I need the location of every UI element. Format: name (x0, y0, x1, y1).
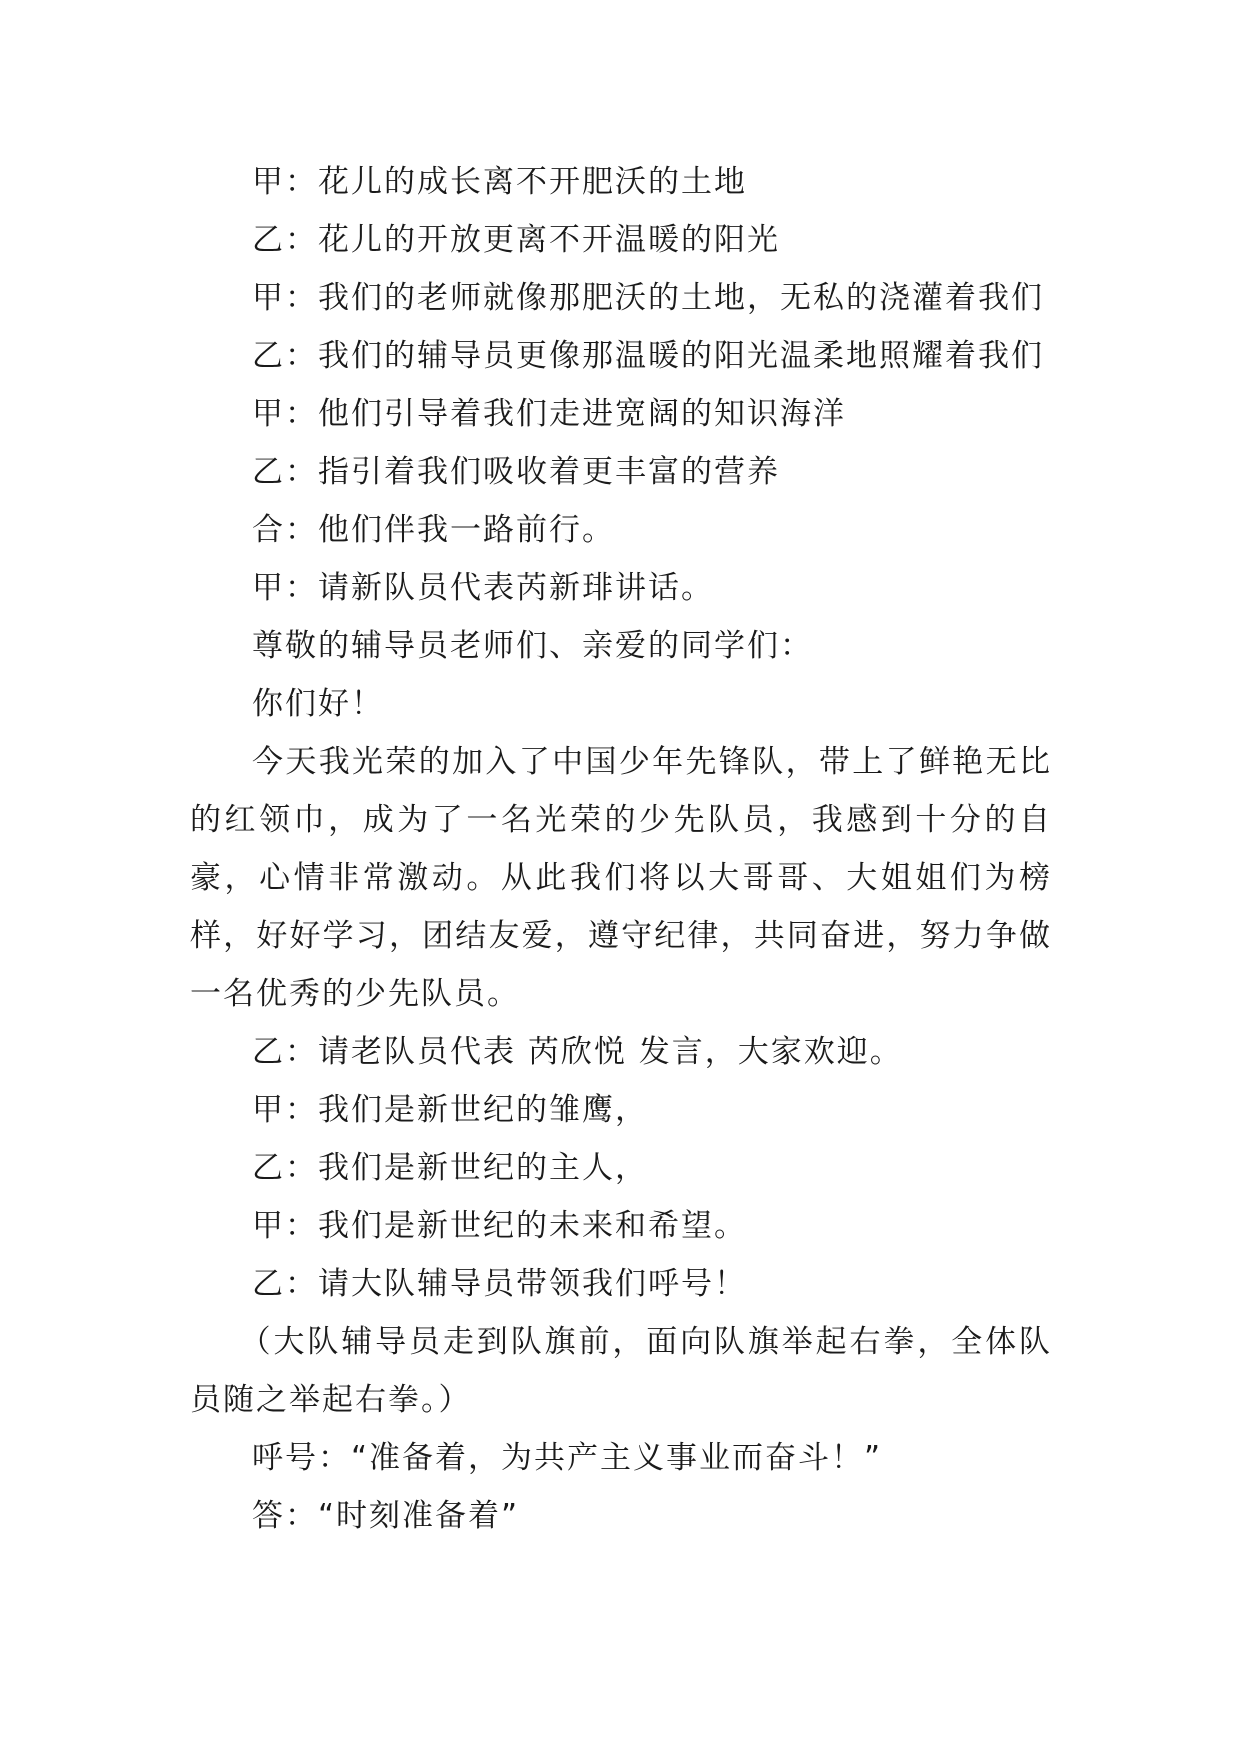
paragraph: 乙：我们是新世纪的主人， (252, 1150, 648, 1186)
document-body (190, 153, 1052, 1545)
paragraph: 合：他们伴我一路前行。 (252, 512, 615, 548)
speech-paragraph: 今天我光荣的加入了中国少年先锋队，带上了鲜艳无比的红领巾，成为了一名光荣的少先队员，我感到十分的自豪，心情非常激动。从此我们将以大哥哥、大姐姐们为榜样，好好学习，团结友爱，遵守纪律，共同奋进，努力争做一名优秀的少先队员。 (190, 744, 1052, 1012)
paragraph: 乙：请大队辅导员带领我们呼号！ (252, 1266, 747, 1302)
paragraph: 答：“时刻准备着” (252, 1498, 520, 1534)
paragraph: 甲：花儿的成长离不开肥沃的土地 (252, 164, 747, 200)
paragraph: 乙：请老队员代表 芮欣悦 发言，大家欢迎。 (252, 1034, 903, 1070)
paragraph: 甲：我们的老师就像那肥沃的土地，无私的浇灌着我们 (252, 280, 1044, 316)
paragraph: 尊敬的辅导员老师们、亲爱的同学们： (252, 628, 813, 664)
paragraph: 你们好！ (252, 686, 384, 722)
paragraph: 呼号：“准备着，为共产主义事业而奋斗！” (252, 1440, 883, 1476)
paragraph: 甲：我们是新世纪的雏鹰， (252, 1092, 648, 1128)
paragraph: 乙：指引着我们吸收着更丰富的营养 (252, 454, 780, 490)
paragraph: 甲：请新队员代表芮新琲讲话。 (252, 570, 714, 606)
paragraph: 乙：花儿的开放更离不开温暖的阳光 (252, 222, 780, 258)
paragraph: 甲：我们是新世纪的未来和希望。 (252, 1208, 747, 1244)
paragraph: 乙：我们的辅导员更像那温暖的阳光温柔地照耀着我们 (252, 338, 1044, 374)
paragraph: 甲：他们引导着我们走进宽阔的知识海洋 (252, 396, 846, 432)
stage-direction-paragraph: （大队辅导员走到队旗前，面向队旗举起右拳，全体队员随之举起右拳。） (190, 1324, 1052, 1418)
